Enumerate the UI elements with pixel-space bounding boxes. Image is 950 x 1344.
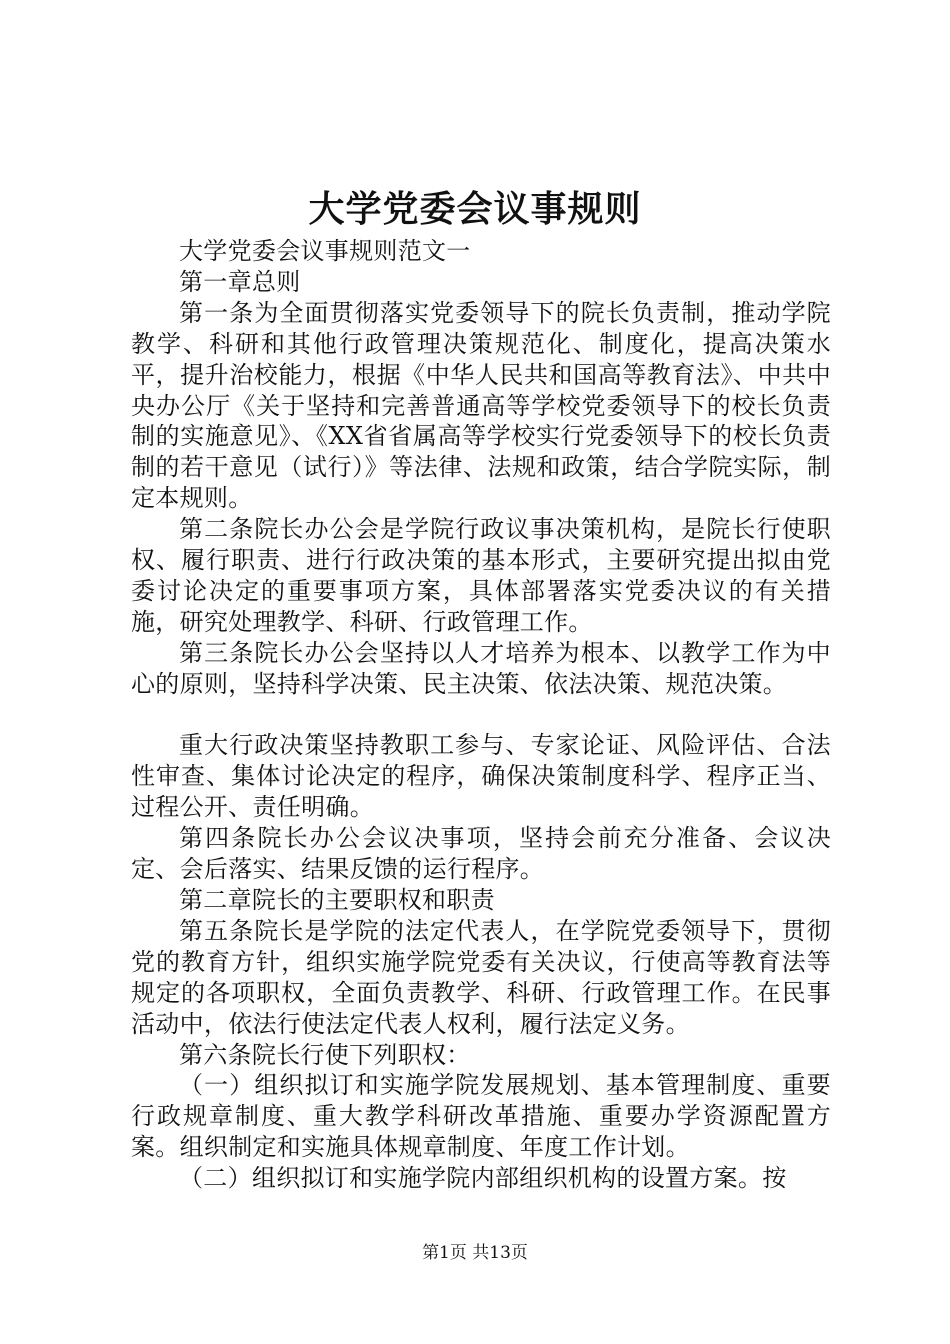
paragraph-article-6: 第六条院长行使下列职权：	[179, 1040, 471, 1069]
paragraph-chapter-2: 第二章院长的主要职权和职责	[179, 886, 495, 915]
document-body	[131, 236, 831, 1194]
page-number-footer: 第1页 共13页	[422, 1243, 528, 1263]
paragraph-item-2: （二）组织拟订和实施学院内部组织机构的设置方案。按	[179, 1164, 787, 1193]
paragraph-item-1: （一）组织拟订和实施学院发展规划、基本管理制度、重要行政规章制度、重大教学科研改革措施、重要办学资源配置方案。组织制定和实施具体规章制度、年度工作计划。	[131, 1071, 831, 1162]
paragraph-chapter-1: 第一章总则	[179, 267, 301, 296]
paragraph-article-1: 第一条为全面贯彻落实党委领导下的院长负责制，推动学院教学、科研和其他行政管理决策规范化、制度化，提高决策水平，提升治校能力，根据《中华人民共和国高等教育法》、中共中央办公厅《关于坚持和完善普通高等学校党委领导下的校长负责制的实施意见》、《XX省省属高等学校实行党委领导下的校长负责制的若干意见（试行）》等法律、法规和政策，结合学院实际，制定本规则。	[131, 298, 831, 513]
paragraph-subtitle: 大学党委会议事规则范文一	[179, 237, 471, 265]
paragraph-major-decisions: 重大行政决策坚持教职工参与、专家论证、风险评估、合法性审查、集体讨论决定的程序，确保决策制度科学、程序正当、过程公开、责任明确。	[131, 731, 831, 822]
paragraph-article-4: 第四条院长办公会议决事项，坚持会前充分准备、会议决定、会后落实、结果反馈的运行程序。	[131, 824, 831, 884]
paragraph-article-3: 第三条院长办公会坚持以人才培养为根本、以教学工作为中心的原则，坚持科学决策、民主决策、依法决策、规范决策。	[131, 638, 831, 698]
paragraph-article-5: 第五条院长是学院的法定代表人，在学院党委领导下，贯彻党的教育方针，组织实施学院党委有关决议，行使高等教育法等规定的各项职权，全面负责教学、科研、行政管理工作。在民事活动中，依法行使法定代表人权利，履行法定义务。	[131, 916, 831, 1038]
document-title: 大学党委会议事规则	[308, 188, 642, 230]
paragraph-spacer	[131, 700, 831, 731]
paragraph-article-2: 第二条院长办公会是学院行政议事决策机构，是院长行使职权、履行职责、进行行政决策的基本形式，主要研究提出拟由党委讨论决定的重要事项方案，具体部署落实党委决议的有关措施，研究处理教学、科研、行政管理工作。	[131, 515, 831, 636]
